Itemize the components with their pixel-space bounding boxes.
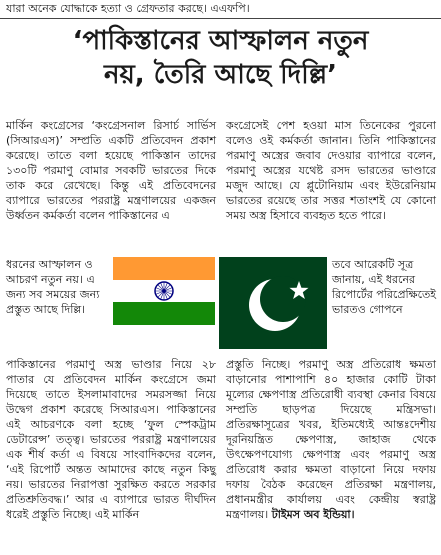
article-column-right bbox=[226, 118, 436, 223]
right-paragraph-bottom-container bbox=[226, 357, 436, 522]
headline-line-1: ‘পাকিস্তানের আস্ফালন নতুন bbox=[72, 26, 369, 56]
previous-story-tail: যারা অনেক যোদ্ধাকে হত্যা ও গ্রেফতার করছে। এএফপি। bbox=[6, 2, 250, 15]
left-paragraph-top: মার্কিন কংগ্রেসের ‘কংগ্রেসনাল রিসার্চ সার্ভিস (সিআরএস)’ সম্প্রতি একটি প্রতিবেদন প্রকাশ করেছে। তাতে বলা হয়েছে পাকিস্তান তাদের ১৩০টি পরমাণু বোমার সবকটি ভারতের দিকে তাক করে রেখেছে। কিন্তু এই প্রতিবেদনের ব্যাপারে ভারতের পররাষ্ট্র মন্ত্রণালয়ের একজন উর্ধ্বতন কর্মকর্তা বলেন পাকিস্তানের এ bbox=[6, 119, 216, 222]
left-paragraph-bottom: পাকিস্তানের পরমাণু অস্ত্র ভাণ্ডার নিয়ে ২৮ পাতার যে প্রতিবেদন মার্কিন কংগ্রেসে জমা দিয়েছে তাতে ইসলামাবাদের সমরসজ্জা নিয়ে উদ্বেগ প্রকাশ করেছে সিআরএস। পাকিস্তানের এই আচরণকে বলা হচ্ছে ‘ফুল স্পেকট্রাম ডেটারেন্স’ তত্ত্ব। ভারতের পররাষ্ট্র মন্ত্রণালয়ের এক শীর্ষ কর্তা এ বিষয়ে সাংবাদিকদের বলেন, ‘এই রিপোর্ট অন্তত আমাদের কাছে নতুন কিছু নয়। ভারতের নিরাপত্তা সুরক্ষিত করতে সরকার প্রতিশ্রুতিবদ্ধ।’ আর এ ব্যাপারে ভারত দীর্ঘদিন ধরেই প্রস্তুতি নিচ্ছে। এই মার্কিন bbox=[6, 358, 216, 521]
pakistan-flag-icon bbox=[219, 257, 327, 349]
right-paragraph-bottom: প্রস্তুতি নিচ্ছে। পরমাণু অস্ত্র প্রতিরোধ ক্ষমতা বাড়ানোর পাশাপাশি ৪০ হাজার কোটি টাকা মূল্যের ক্ষেপণাস্ত্র প্রতিরোধী ব্যবস্থা কেনার বিষয়ে সম্প্রতি ছাড়পত্র দিয়েছে মন্ত্রিসভা। প্রতিরক্ষাসূত্রের খবর, ইতিমধ্যেই আন্তঃদেশীয় দূরনিয়ন্ত্রিত ক্ষেপণাস্ত্র, জাহাজ থেকে উৎক্ষেপণযোগ্য ক্ষেপণাস্ত্র এবং পরমাণু অস্ত্র প্রতিরোধ করার ক্ষমতা বাড়ানো নিয়ে দফায় দফায় বৈঠক করেছেন প্রতিরক্ষা মন্ত্রণালয়, প্রধানমন্ত্রীর কার্যালয় এবং কেন্দ্রীয় স্বরাষ্ট্র মন্ত্রণালয়। bbox=[226, 358, 436, 521]
flags-image bbox=[113, 257, 327, 353]
divider-rule bbox=[0, 18, 441, 19]
headline-line-2: নয়, তৈরি আছে দিল্লি’ bbox=[103, 60, 338, 90]
news-source: টাইমস অব ইন্ডিয়া। bbox=[271, 508, 355, 521]
india-flag-icon bbox=[113, 257, 215, 325]
article-column-left bbox=[6, 118, 216, 223]
headline bbox=[8, 24, 433, 92]
left-wrap-text: ধরনের আস্ফালন ও আচরণ নতুন নয়। এ জন্য সব সময়ের জন্য প্রস্তুত আছে দিল্লি। bbox=[6, 258, 100, 316]
right-paragraph-top: কংগ্রেসেই পেশ হওয়া মাস তিনেকের পুরনো বলেও ওই কর্মকর্তা জানান। তিনি পাকিস্তানের পরমাণু অস্ত্রের জবাব দেওয়ার ব্যাপারে বলেন, পরমাণু অস্ত্রের যথেষ্ট রসদ ভারতের ভাণ্ডারে মজুদ আছে। যে প্লুটোনিয়াম এবং ইউরেনিয়াম ভারতের রয়েছে তার সত্তর শতাংশই যে কোনো সময় অস্ত্র হিসাবে ব্যবহৃত হতে পারে। bbox=[226, 119, 436, 222]
right-wrap-text: তবে আরেকটি সূত্র জানায়, এই ধরনের রিপোর্টের পরিপ্রেক্ষিতেই ভারতও গোপনে bbox=[332, 258, 436, 316]
